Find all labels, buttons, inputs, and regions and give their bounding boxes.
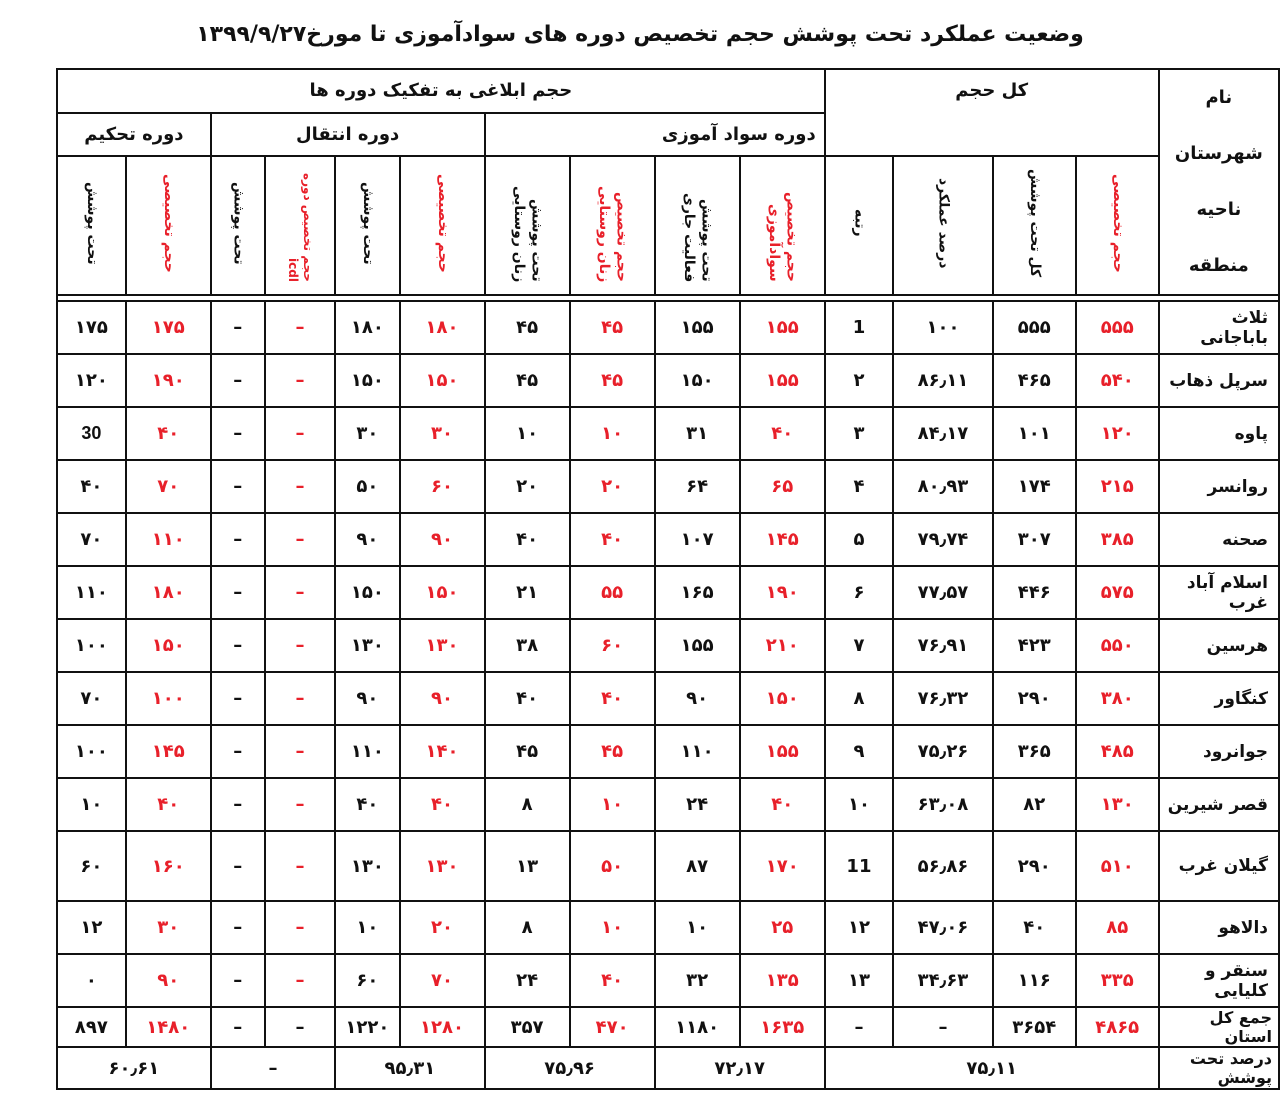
rank: ۵ xyxy=(825,513,893,566)
transfer-covered: ۱۱۰ xyxy=(335,725,399,778)
covered-volume: ۳۶۵ xyxy=(993,725,1076,778)
header-total-volume: کل حجم xyxy=(825,69,1159,156)
consolidation-covered: ۰ xyxy=(57,954,126,1007)
rank: ۱۰ xyxy=(825,778,893,831)
allocated-volume: ۵۴۰ xyxy=(1076,354,1159,407)
table-row xyxy=(57,407,1279,460)
transfer-allocated: ۳۰ xyxy=(400,407,485,460)
rank: ۴ xyxy=(825,460,893,513)
header-tr-alloc: حجم تخصیصی xyxy=(434,173,451,273)
district-name: هرسین xyxy=(1159,619,1279,672)
icdl-covered: – xyxy=(211,619,265,672)
table-row xyxy=(57,672,1279,725)
consolidation-allocated: ۱۸۰ xyxy=(126,566,211,619)
header-tr-covered: تحت پوشش xyxy=(360,181,377,265)
rural-women-allocated: ۵۵ xyxy=(570,566,655,619)
consolidation-covered: ۶۰ xyxy=(57,831,126,901)
rank: ۲ xyxy=(825,354,893,407)
district-name: جوانرود xyxy=(1159,725,1279,778)
literacy-covered: ۳۲ xyxy=(655,954,740,1007)
performance-percent: ۷۶٫۳۲ xyxy=(893,672,993,725)
data-rows xyxy=(57,301,1279,1007)
total-lit-alloc: ۱۶۳۵ xyxy=(740,1007,825,1047)
total-tr-covered: ۱۲۲۰ xyxy=(335,1007,399,1047)
transfer-covered: ۱۳۰ xyxy=(335,831,399,901)
rural-women-allocated: ۱۰ xyxy=(570,778,655,831)
header-lit-women-covered: تحت پوشش زنان روستایی xyxy=(511,185,545,283)
total-tr-alloc: ۱۲۸۰ xyxy=(400,1007,485,1047)
covered-volume: ۱۷۴ xyxy=(993,460,1076,513)
consolidation-allocated: ۱۶۰ xyxy=(126,831,211,901)
literacy-allocated: ۱۹۰ xyxy=(740,566,825,619)
literacy-covered: ۱۵۵ xyxy=(655,301,740,354)
literacy-allocated: ۱۵۰ xyxy=(740,672,825,725)
performance-percent: ۸۴٫۱۷ xyxy=(893,407,993,460)
literacy-covered: ۱۱۰ xyxy=(655,725,740,778)
percent-consolidation: ۶۰٫۶۱ xyxy=(57,1047,211,1089)
table-row xyxy=(57,513,1279,566)
transfer-allocated: ۷۰ xyxy=(400,954,485,1007)
allocated-volume: ۱۳۰ xyxy=(1076,778,1159,831)
consolidation-covered: ۱۷۵ xyxy=(57,301,126,354)
transfer-allocated: ۱۳۰ xyxy=(400,619,485,672)
consolidation-allocated: ۹۰ xyxy=(126,954,211,1007)
performance-percent: ۴۷٫۰۶ xyxy=(893,901,993,954)
allocated-volume: ۵۷۵ xyxy=(1076,566,1159,619)
rural-women-covered: ۸ xyxy=(485,778,570,831)
table-row xyxy=(57,460,1279,513)
header-tv-percent: درصد عملکرد xyxy=(935,177,952,269)
transfer-covered: ۱۵۰ xyxy=(335,354,399,407)
table-row xyxy=(57,354,1279,407)
rural-women-allocated: ۴۰ xyxy=(570,672,655,725)
covered-volume: ۲۹۰ xyxy=(993,831,1076,901)
consolidation-covered: ۱۱۰ xyxy=(57,566,126,619)
rural-women-covered: ۴۵ xyxy=(485,301,570,354)
performance-percent: ۷۹٫۷۴ xyxy=(893,513,993,566)
allocated-volume: ۲۱۵ xyxy=(1076,460,1159,513)
percent-transfer: ۹۵٫۳۱ xyxy=(335,1047,484,1089)
icdl-covered: – xyxy=(211,354,265,407)
rural-women-covered: ۸ xyxy=(485,901,570,954)
header-tr-icdl-covered: تحت پوشش xyxy=(230,181,247,265)
rank: ۶ xyxy=(825,566,893,619)
consolidation-allocated: ۴۰ xyxy=(126,778,211,831)
icdl-covered: – xyxy=(211,407,265,460)
rank: ۳ xyxy=(825,407,893,460)
performance-percent: ۳۴٫۶۳ xyxy=(893,954,993,1007)
rank: 1 xyxy=(825,301,893,354)
rank: ۹ xyxy=(825,725,893,778)
district-name: گیلان غرب xyxy=(1159,831,1279,901)
icdl-allocated: – xyxy=(265,407,336,460)
literacy-covered: ۳۱ xyxy=(655,407,740,460)
table-row xyxy=(57,725,1279,778)
consolidation-allocated: ۷۰ xyxy=(126,460,211,513)
district-name: صحنه xyxy=(1159,513,1279,566)
allocated-volume: ۳۸۵ xyxy=(1076,513,1159,566)
percent-row xyxy=(57,1047,1279,1089)
district-name: دالاهو xyxy=(1159,901,1279,954)
header-name xyxy=(1159,69,1279,295)
transfer-allocated: ۱۳۰ xyxy=(400,831,485,901)
icdl-allocated: – xyxy=(265,301,336,354)
percent-label: درصد تحت پوشش xyxy=(1159,1047,1279,1089)
header-name-line-1: نام شهرستان xyxy=(1174,87,1263,164)
transfer-covered: ۱۸۰ xyxy=(335,301,399,354)
transfer-allocated: ۱۴۰ xyxy=(400,725,485,778)
rural-women-allocated: ۴۵ xyxy=(570,354,655,407)
icdl-covered: – xyxy=(211,566,265,619)
header-name-line-3: منطقه xyxy=(1188,255,1249,276)
district-name: اسلام آباد غرب xyxy=(1159,566,1279,619)
district-name: سرپل ذهاب xyxy=(1159,354,1279,407)
literacy-allocated: ۱۵۵ xyxy=(740,301,825,354)
consolidation-covered: ۱۲۰ xyxy=(57,354,126,407)
rural-women-covered: ۱۳ xyxy=(485,831,570,901)
total-alloc: ۴۸۶۵ xyxy=(1076,1007,1159,1047)
covered-volume: ۲۹۰ xyxy=(993,672,1076,725)
covered-volume: ۴۲۳ xyxy=(993,619,1076,672)
rural-women-allocated: ۴۵ xyxy=(570,725,655,778)
rural-women-covered: ۳۸ xyxy=(485,619,570,672)
header-lit-women-alloc: حجم تخصیص زنان روستایی xyxy=(596,185,630,283)
total-women-alloc: ۴۷۰ xyxy=(570,1007,655,1047)
icdl-covered: – xyxy=(211,672,265,725)
literacy-allocated: ۴۰ xyxy=(740,407,825,460)
total-icdl-covered: – xyxy=(211,1007,265,1047)
covered-volume: ۸۲ xyxy=(993,778,1076,831)
allocated-volume: ۵۵۵ xyxy=(1076,301,1159,354)
covered-volume: ۱۱۶ xyxy=(993,954,1076,1007)
icdl-allocated: – xyxy=(265,901,336,954)
table-row xyxy=(57,619,1279,672)
consolidation-covered: ۱۰ xyxy=(57,778,126,831)
header-consolidation: دوره تحکیم xyxy=(57,113,211,157)
total-lit-covered: ۱۱۸۰ xyxy=(655,1007,740,1047)
consolidation-allocated: ۴۰ xyxy=(126,407,211,460)
transfer-covered: ۹۰ xyxy=(335,672,399,725)
transfer-allocated: ۱۵۰ xyxy=(400,354,485,407)
icdl-allocated: – xyxy=(265,619,336,672)
total-percent: – xyxy=(893,1007,993,1047)
icdl-covered: – xyxy=(211,901,265,954)
covered-volume: ۴۶۵ xyxy=(993,354,1076,407)
performance-percent: ۵۶٫۸۶ xyxy=(893,831,993,901)
header-tv-covered: کل تحت پوشش xyxy=(1026,168,1043,278)
header-literacy: دوره سواد آموزی xyxy=(485,113,825,157)
percent-total: ۷۵٫۱۱ xyxy=(825,1047,1159,1089)
icdl-allocated: – xyxy=(265,725,336,778)
total-row xyxy=(57,1007,1279,1047)
header-tv-alloc: حجم تخصیصی xyxy=(1109,173,1126,273)
rural-women-allocated: ۲۰ xyxy=(570,460,655,513)
district-name: کنگاور xyxy=(1159,672,1279,725)
icdl-covered: – xyxy=(211,954,265,1007)
transfer-allocated: ۹۰ xyxy=(400,513,485,566)
literacy-allocated: ۱۴۵ xyxy=(740,513,825,566)
icdl-allocated: – xyxy=(265,954,336,1007)
icdl-allocated: – xyxy=(265,354,336,407)
allocated-volume: ۵۱۰ xyxy=(1076,831,1159,901)
total-icdl-alloc: – xyxy=(265,1007,336,1047)
rural-women-allocated: ۴۰ xyxy=(570,954,655,1007)
rural-women-allocated: ۵۰ xyxy=(570,831,655,901)
total-co-covered: ۸۹۷ xyxy=(57,1007,126,1047)
covered-volume: ۵۵۵ xyxy=(993,301,1076,354)
total-co-alloc: ۱۴۸۰ xyxy=(126,1007,211,1047)
total-covered: ۳۶۵۴ xyxy=(993,1007,1076,1047)
header-lit-covered: تحت پوشش فعالیت جاری xyxy=(681,192,715,283)
table-row xyxy=(57,778,1279,831)
literacy-covered: ۱۰۷ xyxy=(655,513,740,566)
covered-volume: ۴۰ xyxy=(993,901,1076,954)
performance-percent: ۸۰٫۹۳ xyxy=(893,460,993,513)
literacy-allocated: ۱۳۵ xyxy=(740,954,825,1007)
table-row xyxy=(57,831,1279,901)
percent-women: ۷۵٫۹۶ xyxy=(485,1047,655,1089)
allocated-volume: ۱۲۰ xyxy=(1076,407,1159,460)
district-name: پاوه xyxy=(1159,407,1279,460)
icdl-covered: – xyxy=(211,831,265,901)
header-tv-rank: رتبه xyxy=(851,209,868,237)
percent-literacy: ۷۲٫۱۷ xyxy=(655,1047,825,1089)
header-tr-icdl-alloc: حجم تخصیص دوره icdl xyxy=(285,173,315,283)
literacy-allocated: ۱۷۰ xyxy=(740,831,825,901)
rural-women-covered: ۴۰ xyxy=(485,672,570,725)
icdl-allocated: – xyxy=(265,566,336,619)
consolidation-covered: ۱۰۰ xyxy=(57,619,126,672)
covered-volume: ۴۴۶ xyxy=(993,566,1076,619)
allocated-volume: ۳۸۰ xyxy=(1076,672,1159,725)
consolidation-allocated: ۱۴۵ xyxy=(126,725,211,778)
rank: ۷ xyxy=(825,619,893,672)
total-rank: – xyxy=(825,1007,893,1047)
coverage-table xyxy=(56,68,1280,1090)
transfer-covered: ۹۰ xyxy=(335,513,399,566)
icdl-covered: – xyxy=(211,460,265,513)
table-row xyxy=(57,954,1279,1007)
transfer-allocated: ۱۸۰ xyxy=(400,301,485,354)
icdl-allocated: – xyxy=(265,672,336,725)
district-name: روانسر xyxy=(1159,460,1279,513)
rural-women-covered: ۴۰ xyxy=(485,513,570,566)
literacy-allocated: ۶۵ xyxy=(740,460,825,513)
covered-volume: ۱۰۱ xyxy=(993,407,1076,460)
header-lit-alloc: حجم تخصیص سوادآموزی xyxy=(766,192,800,283)
consolidation-allocated: ۳۰ xyxy=(126,901,211,954)
performance-percent: ۱۰۰ xyxy=(893,301,993,354)
rural-women-covered: ۴۵ xyxy=(485,354,570,407)
rural-women-covered: ۲۱ xyxy=(485,566,570,619)
icdl-allocated: – xyxy=(265,513,336,566)
icdl-covered: – xyxy=(211,725,265,778)
literacy-covered: ۱۶۵ xyxy=(655,566,740,619)
consolidation-covered: 30 xyxy=(57,407,126,460)
district-name: قصر شیرین xyxy=(1159,778,1279,831)
transfer-covered: ۳۰ xyxy=(335,407,399,460)
transfer-allocated: ۶۰ xyxy=(400,460,485,513)
performance-percent: ۷۷٫۵۷ xyxy=(893,566,993,619)
literacy-covered: ۸۷ xyxy=(655,831,740,901)
literacy-allocated: ۲۵ xyxy=(740,901,825,954)
literacy-covered: ۱۵۵ xyxy=(655,619,740,672)
header-transfer: دوره انتقال xyxy=(211,113,485,157)
allocated-volume: ۸۵ xyxy=(1076,901,1159,954)
rank: ۱۳ xyxy=(825,954,893,1007)
consolidation-allocated: ۱۰۰ xyxy=(126,672,211,725)
transfer-covered: ۱۳۰ xyxy=(335,619,399,672)
total-label: جمع کل استان xyxy=(1159,1007,1279,1047)
icdl-covered: – xyxy=(211,778,265,831)
transfer-covered: ۱۰ xyxy=(335,901,399,954)
performance-percent: ۷۵٫۲۶ xyxy=(893,725,993,778)
literacy-covered: ۱۰ xyxy=(655,901,740,954)
rural-women-allocated: ۱۰ xyxy=(570,407,655,460)
icdl-allocated: – xyxy=(265,778,336,831)
literacy-allocated: ۱۵۵ xyxy=(740,725,825,778)
icdl-allocated: – xyxy=(265,831,336,901)
allocated-volume: ۴۸۵ xyxy=(1076,725,1159,778)
icdl-covered: – xyxy=(211,513,265,566)
header-name-line-2: ناحیه xyxy=(1196,199,1242,220)
table-row xyxy=(57,901,1279,954)
district-name: ثلاث باباجانی xyxy=(1159,301,1279,354)
table-row xyxy=(57,301,1279,354)
literacy-allocated: ۱۵۵ xyxy=(740,354,825,407)
header-announced: حجم ابلاغی به تفکیک دوره ها xyxy=(57,69,825,113)
consolidation-allocated: ۱۹۰ xyxy=(126,354,211,407)
total-women-covered: ۳۵۷ xyxy=(485,1007,570,1047)
page-title: وضعیت عملکرد تحت پوشش حجم تخصیص دوره های سوادآموزی تا مورخ۱۳۹۹/۹/۲۷ xyxy=(196,22,1084,47)
transfer-allocated: ۹۰ xyxy=(400,672,485,725)
transfer-covered: ۵۰ xyxy=(335,460,399,513)
literacy-covered: ۲۴ xyxy=(655,778,740,831)
rural-women-covered: ۲۰ xyxy=(485,460,570,513)
rank: 11 xyxy=(825,831,893,901)
icdl-covered: – xyxy=(211,301,265,354)
consolidation-allocated: ۱۵۰ xyxy=(126,619,211,672)
header-co-alloc: حجم تخصیصی xyxy=(160,173,177,273)
allocated-volume: ۵۵۰ xyxy=(1076,619,1159,672)
performance-percent: ۸۶٫۱۱ xyxy=(893,354,993,407)
consolidation-covered: ۴۰ xyxy=(57,460,126,513)
rank: ۸ xyxy=(825,672,893,725)
transfer-allocated: ۱۵۰ xyxy=(400,566,485,619)
performance-percent: ۷۶٫۹۱ xyxy=(893,619,993,672)
percent-icdl: – xyxy=(211,1047,335,1089)
covered-volume: ۳۰۷ xyxy=(993,513,1076,566)
performance-percent: ۶۳٫۰۸ xyxy=(893,778,993,831)
literacy-covered: ۱۵۰ xyxy=(655,354,740,407)
district-name: سنقر و کلیایی xyxy=(1159,954,1279,1007)
literacy-allocated: ۲۱۰ xyxy=(740,619,825,672)
literacy-covered: ۹۰ xyxy=(655,672,740,725)
transfer-covered: ۶۰ xyxy=(335,954,399,1007)
consolidation-covered: ۷۰ xyxy=(57,513,126,566)
rural-women-allocated: ۶۰ xyxy=(570,619,655,672)
rural-women-allocated: ۱۰ xyxy=(570,901,655,954)
rural-women-allocated: ۴۵ xyxy=(570,301,655,354)
transfer-covered: ۴۰ xyxy=(335,778,399,831)
rural-women-covered: ۲۴ xyxy=(485,954,570,1007)
header-co-covered: تحت پوشش xyxy=(84,181,101,265)
rank: ۱۲ xyxy=(825,901,893,954)
literacy-covered: ۶۴ xyxy=(655,460,740,513)
consolidation-allocated: ۱۷۵ xyxy=(126,301,211,354)
rural-women-allocated: ۴۰ xyxy=(570,513,655,566)
allocated-volume: ۳۳۵ xyxy=(1076,954,1159,1007)
consolidation-covered: ۷۰ xyxy=(57,672,126,725)
icdl-allocated: – xyxy=(265,460,336,513)
rural-women-covered: ۴۵ xyxy=(485,725,570,778)
literacy-allocated: ۴۰ xyxy=(740,778,825,831)
consolidation-covered: ۱۰۰ xyxy=(57,725,126,778)
consolidation-allocated: ۱۱۰ xyxy=(126,513,211,566)
transfer-covered: ۱۵۰ xyxy=(335,566,399,619)
consolidation-covered: ۱۲ xyxy=(57,901,126,954)
transfer-allocated: ۲۰ xyxy=(400,901,485,954)
rural-women-covered: ۱۰ xyxy=(485,407,570,460)
table-row xyxy=(57,566,1279,619)
transfer-allocated: ۴۰ xyxy=(400,778,485,831)
